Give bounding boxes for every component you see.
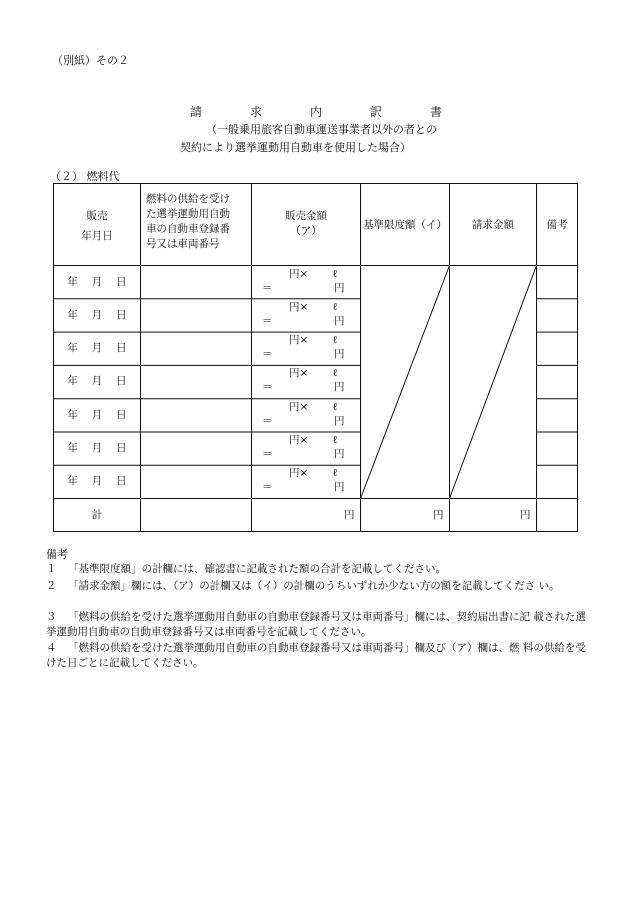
row-vehicle-cell[interactable] <box>141 300 251 331</box>
header-vehicle-line4: 号又は車両番号 <box>146 238 220 250</box>
header-amount <box>252 209 360 239</box>
note-number: ３ <box>46 611 57 623</box>
row-amount-rate: 円× ℓ <box>289 434 338 446</box>
total-limit-yen: 円 <box>433 509 444 521</box>
row-amount-equals: ＝ <box>262 414 273 427</box>
row-amount-rate: 円× ℓ <box>289 267 338 280</box>
total-label: 計 <box>91 509 103 521</box>
title-char: 求 <box>250 105 263 119</box>
row-vehicle-cell[interactable] <box>141 267 251 298</box>
header-date-line2: 年月日 <box>81 230 113 242</box>
note-number: ２ <box>46 580 57 592</box>
header-date-line1: 販売 <box>86 210 108 222</box>
row-amount-yen: 円 <box>334 314 345 327</box>
row-amount-equals: ＝ <box>262 381 273 394</box>
notes-title: 備考 <box>46 548 68 561</box>
section-label: （２） 燃料代 <box>50 170 120 183</box>
header-vehicle-line1: 燃料の供給を受け <box>146 193 230 205</box>
row-amount-equals: ＝ <box>262 448 273 460</box>
diagonal-limit <box>361 266 450 499</box>
row-vehicle-cell[interactable] <box>141 433 251 464</box>
row-date: 年 月 日 <box>67 275 127 288</box>
diagonal-claim <box>450 266 537 499</box>
note-number: ４ <box>46 642 57 654</box>
row-date: 年 月 日 <box>67 408 127 421</box>
row-amount-yen: 円 <box>334 381 345 394</box>
subtitle-line1: （一般乗用旅客自動車運送事業者以外の者との <box>206 123 437 136</box>
row-date: 年 月 日 <box>67 475 127 488</box>
annex-label: （別紙）その２ <box>52 54 129 67</box>
title-char: 請 <box>190 105 203 119</box>
header-amount-line1: 販売金額 <box>285 210 327 222</box>
row-date: 年 月 日 <box>67 308 127 321</box>
note-text: 「燃料の供給を受けた選挙運動用自動車の自動車登録番号又は車両番号」欄及び（ア）欄は、燃 料の供給を受けた日ごとに記載してください。 <box>46 642 586 669</box>
row-amount-equals: ＝ <box>262 481 273 494</box>
row-amount-yen: 円 <box>334 414 345 427</box>
header-vehicle-line3: 車の自動車登録番 <box>146 223 230 235</box>
total-claim-yen: 円 <box>520 509 531 521</box>
row-amount-equals: ＝ <box>262 348 273 361</box>
note-text: 「基準限度額」の計欄には、確認書に記載された額の合計を記載してください。 <box>68 563 446 575</box>
row-amount-yen: 円 <box>334 448 345 460</box>
row-vehicle-cell[interactable] <box>141 400 251 431</box>
header-claim: 請求金額 <box>472 219 514 231</box>
header-amount-line2: （ア） <box>290 225 322 237</box>
row-amount-yen: 円 <box>334 348 345 361</box>
note-item <box>46 562 591 577</box>
header-remarks: 備考 <box>546 219 568 231</box>
row-vehicle-cell[interactable] <box>141 366 251 397</box>
row-vehicle-cell[interactable] <box>141 333 251 364</box>
note-number: １ <box>46 563 57 575</box>
row-amount-equals: ＝ <box>262 281 273 294</box>
title-char: 訳 <box>370 105 383 119</box>
header-vehicle-line2: た選挙運動用自動 <box>146 208 230 220</box>
row-amount-rate: 円× ℓ <box>289 300 338 313</box>
note-text: 「請求金額」欄には、（ア）の計欄又は（イ）の計欄のうちいずれか少ない方の額を記載してくださ い。 <box>68 580 560 592</box>
row-amount-rate: 円× ℓ <box>289 334 338 347</box>
header-limit: 基準限度額（イ） <box>363 219 447 231</box>
note-item <box>46 610 591 640</box>
header-date <box>54 209 140 244</box>
row-amount-rate: 円× ℓ <box>289 467 338 480</box>
row-amount-yen: 円 <box>334 281 345 294</box>
row-amount-yen: 円 <box>334 481 345 494</box>
row-amount-rate: 円× ℓ <box>289 400 338 413</box>
subtitle-line2: 契約により選挙運動用自動車を使用した場合） <box>180 141 411 154</box>
row-date: 年 月 日 <box>67 342 127 355</box>
header-vehicle <box>146 192 250 252</box>
note-item <box>46 579 591 594</box>
row-vehicle-cell[interactable] <box>141 466 251 497</box>
title-char: 内 <box>310 105 323 119</box>
row-amount-rate: 円× ℓ <box>289 367 338 380</box>
row-date: 年 月 日 <box>67 442 127 454</box>
total-amount-yen: 円 <box>344 509 355 521</box>
row-date: 年 月 日 <box>67 375 127 388</box>
title-char: 書 <box>430 105 443 119</box>
row-amount-equals: ＝ <box>262 314 273 327</box>
note-item <box>46 641 591 671</box>
note-text: 「燃料の供給を受けた選挙運動用自動車の自動車登録番号又は車両番号」欄には、契約届出書に記 載された選挙運動用自動車の自動車登録番号又は車両番号を記載してください。 <box>46 611 586 638</box>
